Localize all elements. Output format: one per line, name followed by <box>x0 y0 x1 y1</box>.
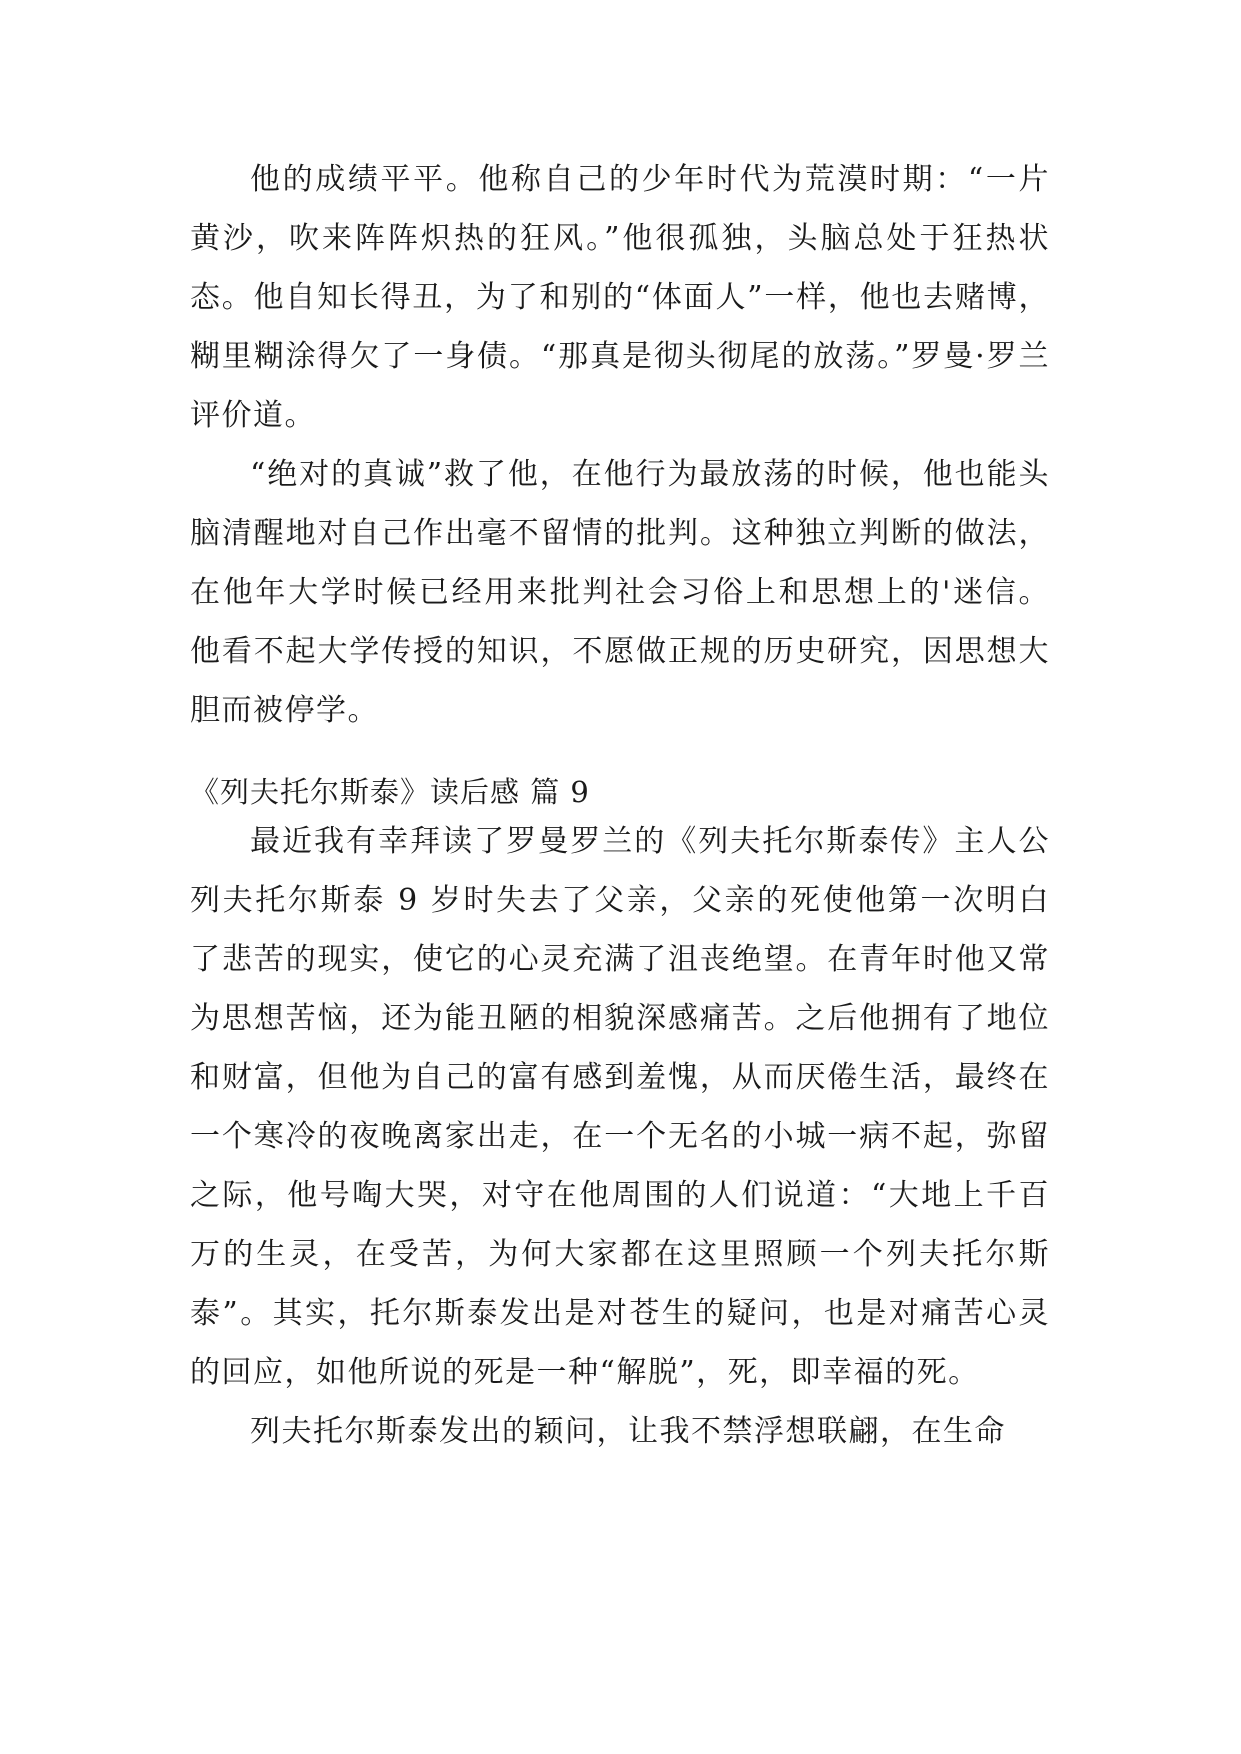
paragraph-sincerity: “绝对的真诚”救了他，在他行为最放荡的时候，他也能头脑清醒地对自己作出毫不留情的批判。这种独立判断的做法，在他年大学时候已经用来批判社会习俗上和思想上的'迷信。他看不起大学传授的知识，不愿做正规的历史研究，因思想大胆而被停学。 <box>190 457 1050 728</box>
bottom-text-block <box>190 812 1050 1461</box>
section-heading: 《列夫托尔斯泰》读后感 篇 9 <box>190 775 590 809</box>
paragraph-reflection: 列夫托尔斯泰发出的颖问，让我不禁浮想联翩，在生命 <box>250 1414 1006 1449</box>
section-block <box>190 772 1050 812</box>
top-text-block <box>190 150 1050 740</box>
paragraph-review-intro: 最近我有幸拜读了罗曼罗兰的《列夫托尔斯泰传》主人公列夫托尔斯泰 9 岁时失去了父亲，父亲的死使他第一次明白了悲苦的现实，使它的心灵充满了沮丧绝望。在青年时他又常为思想苦恼，还为能丑陋的相貌深感痛苦。之后他拥有了地位和财富，但他为自己的富有感到羞愧，从而厌倦生活，最终在一个寒冷的夜晚离家出走，在一个无名的小城一病不起，弥留之际，他号啕大哭，对守在他周围的人们说道：“大地上千百万的生灵，在受苦，为何大家都在这里照顾一个列夫托尔斯泰”。其实，托尔斯泰发出是对苍生的疑问，也是对痛苦心灵的回应，如他所说的死是一种“解脱”，死，即幸福的死。 <box>190 824 1050 1390</box>
paragraph-adolescence: 他的成绩平平。他称自己的少年时代为荒漠时期：“一片黄沙，吹来阵阵炽热的狂风。”他很孤独，头脑总处于狂热状态。他自知长得丑，为了和别的“体面人”一样，他也去赌博，糊里糊涂得欠了一身债。“那真是彻头彻尾的放荡。”罗曼·罗兰评价道。 <box>190 162 1050 433</box>
